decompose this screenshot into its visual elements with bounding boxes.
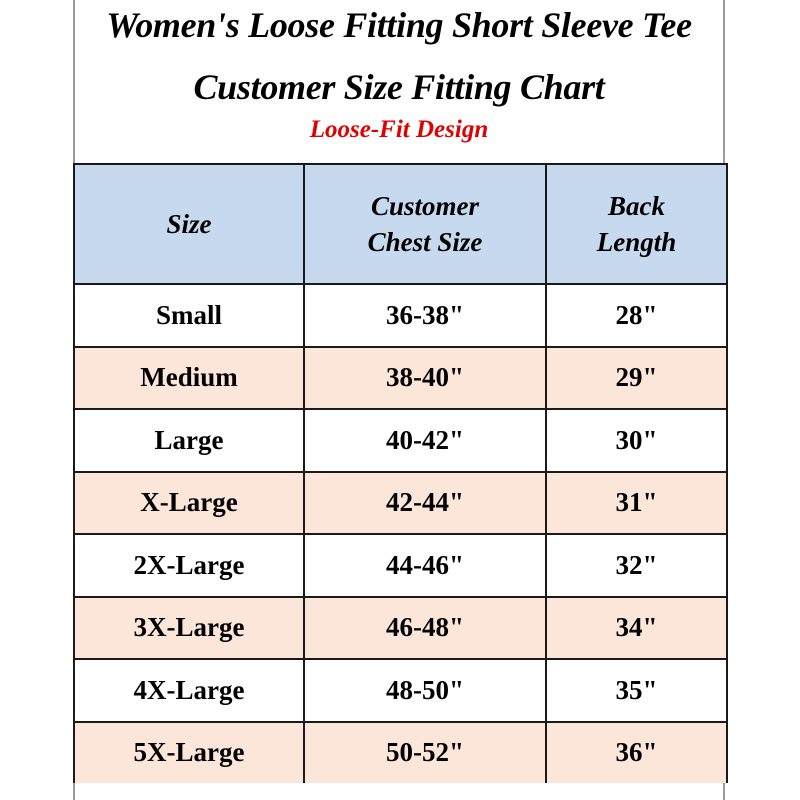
back-length-cell: 36" (546, 722, 727, 784)
size-chart-table (73, 163, 728, 783)
column-header-label: Back (608, 191, 665, 221)
back-length-cell: 31" (546, 472, 727, 535)
size-cell: 4X-Large (74, 659, 304, 722)
back-length-cell: 30" (546, 409, 727, 472)
back-length-cell: 29" (546, 347, 727, 410)
chest-cell: 48-50" (304, 659, 546, 722)
size-cell: Large (74, 409, 304, 472)
table-row (74, 409, 727, 472)
page-title: Women's Loose Fitting Short Sleeve Tee (106, 5, 692, 45)
column-header-back-length (546, 164, 727, 284)
page-subtitle: Customer Size Fitting Chart (193, 67, 605, 107)
table-row (74, 659, 727, 722)
chest-cell: 44-46" (304, 534, 546, 597)
column-header-label: Size (166, 209, 212, 239)
back-length-cell: 28" (546, 284, 727, 347)
chest-cell: 40-42" (304, 409, 546, 472)
size-cell: Medium (74, 347, 304, 410)
column-header-chest (304, 164, 546, 284)
size-cell: 3X-Large (74, 597, 304, 660)
column-header-size (74, 164, 304, 284)
chest-cell: 42-44" (304, 472, 546, 535)
chest-cell: 50-52" (304, 722, 546, 784)
table-row (74, 347, 727, 410)
size-cell: Small (74, 284, 304, 347)
column-header-label: Chest Size (367, 227, 483, 257)
loose-fit-tagline: Loose-Fit Design (309, 116, 489, 143)
table-row (74, 472, 727, 535)
back-length-cell: 34" (546, 597, 727, 660)
chest-cell: 36-38" (304, 284, 546, 347)
size-cell: X-Large (74, 472, 304, 535)
size-cell: 5X-Large (74, 722, 304, 784)
back-length-cell: 35" (546, 659, 727, 722)
column-header-label: Length (596, 227, 677, 257)
table-row (74, 597, 727, 660)
table-row (74, 722, 727, 784)
size-cell: 2X-Large (74, 534, 304, 597)
table-row (74, 284, 727, 347)
table-header-row (74, 164, 727, 284)
back-length-cell: 32" (546, 534, 727, 597)
chest-cell: 38-40" (304, 347, 546, 410)
chest-cell: 46-48" (304, 597, 546, 660)
table-row (74, 534, 727, 597)
column-header-label: Customer (370, 191, 480, 221)
